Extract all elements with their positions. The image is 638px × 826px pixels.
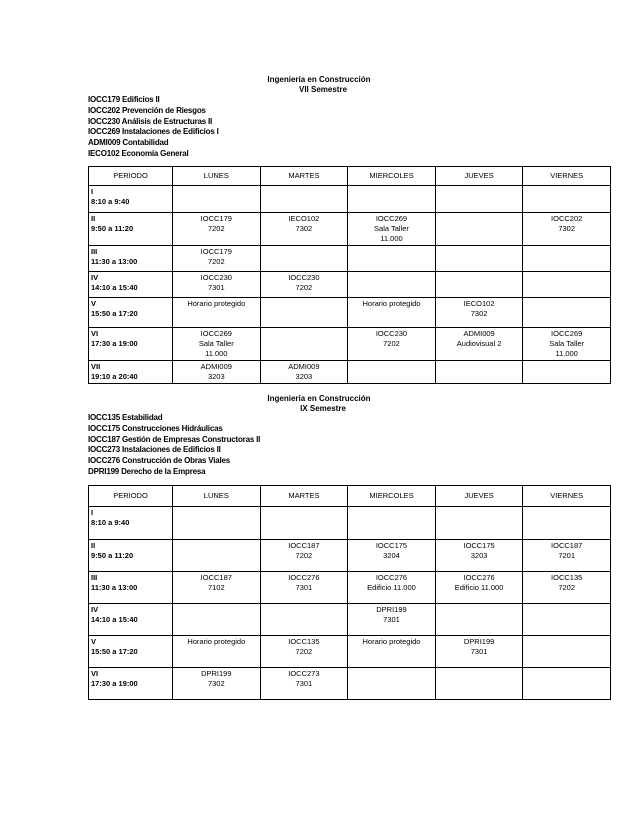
cell-text: 7301	[295, 583, 313, 592]
section-title: Ingeniería en Construcción	[267, 75, 371, 84]
schedule-cell	[523, 361, 611, 384]
course-item: IOCC269 Instalaciones de Edificios I	[88, 127, 219, 137]
period-number: III	[91, 573, 98, 582]
cell-text: IOCC187	[551, 541, 583, 550]
schedule-cell	[173, 540, 261, 572]
schedule-table	[88, 166, 611, 384]
cell-text: IOCC179	[200, 214, 232, 223]
cell-text: 7301	[383, 615, 400, 624]
cell-text: DPRI199	[201, 669, 232, 678]
period-time: 14:10 a 15:40	[91, 283, 138, 292]
cell-text: IOCC187	[288, 541, 320, 550]
period-number: VI	[91, 329, 99, 338]
period-cell	[89, 668, 173, 700]
period-number: VI	[91, 669, 99, 678]
schedule-cell	[173, 604, 261, 636]
column-header: VIERNES	[523, 486, 611, 507]
table-row	[89, 213, 611, 246]
table-row	[89, 361, 611, 384]
schedule-cell	[435, 636, 523, 668]
period-number: II	[91, 214, 96, 223]
cell-text: IOCC175	[375, 541, 408, 550]
schedule-cell	[523, 298, 611, 328]
period-time: 11:30 a 13:00	[91, 257, 138, 266]
cell-text: IECO102	[288, 214, 320, 223]
course-item: IOCC179 Edificios II	[88, 95, 160, 104]
period-cell	[89, 572, 173, 604]
schedule-cell	[523, 507, 611, 540]
course-item: IOCC202 Prevención de Riesgos	[88, 105, 206, 115]
period-time: 9:50 a 11:20	[91, 551, 134, 560]
course-item: IOCC230 Análisis de Estructuras II	[88, 116, 213, 126]
schedule-cell	[260, 213, 348, 246]
cell-text: ADMI009	[463, 329, 495, 338]
cell-text: ADMI009	[200, 362, 232, 371]
period-number: I	[91, 187, 94, 196]
cell-text: IOCC269	[200, 329, 232, 338]
schedule-cell	[523, 636, 611, 668]
course-item: IECO102 Economía General	[88, 148, 189, 158]
column-header: MIERCOLES	[348, 167, 436, 186]
schedule-cell	[348, 213, 436, 246]
period-time: 19:10 a 20:40	[91, 372, 138, 381]
schedule-cell	[435, 540, 523, 572]
course-list	[88, 413, 260, 478]
schedule-cell	[435, 507, 523, 540]
period-number: I	[91, 508, 94, 517]
cell-text: 7201	[558, 551, 576, 560]
period-cell	[89, 272, 173, 298]
column-header: PERIODO	[89, 167, 173, 186]
cell-text: 7202	[295, 283, 313, 292]
schedule-cell	[173, 186, 261, 213]
cell-text: IOCC269	[375, 214, 408, 223]
cell-text: 7202	[383, 339, 400, 348]
period-cell	[89, 361, 173, 384]
cell-text: 3204	[383, 551, 400, 560]
course-item: IOCC273 Instalaciones de Edificios II	[88, 445, 221, 455]
period-time: 15:50 a 17:20	[91, 309, 138, 318]
cell-text: IECO102	[463, 299, 495, 308]
period-time: 17:30 a 19:00	[91, 679, 138, 688]
section-heading	[0, 75, 638, 95]
schedule-cell	[348, 186, 436, 213]
cell-text: IOCC179	[200, 247, 232, 256]
course-item: IOCC175 Construcciones Hidráulicas	[88, 423, 223, 433]
schedule-cell	[523, 328, 611, 361]
cell-text: DPRI199	[376, 605, 407, 614]
course-item: IOCC135 Estabilidad	[88, 413, 163, 422]
period-number: V	[91, 299, 97, 308]
cell-text: Edificio 11.000	[367, 583, 416, 592]
schedule-cell	[348, 272, 436, 298]
table-row	[89, 246, 611, 272]
schedule-cell	[348, 540, 436, 572]
header-row	[89, 167, 611, 186]
schedule-cell	[435, 328, 523, 361]
schedule-cell	[173, 668, 261, 700]
schedule-cell	[173, 572, 261, 604]
schedule-cell	[435, 572, 523, 604]
cell-text: IOCC135	[288, 637, 320, 646]
cell-text: 11.000	[380, 234, 403, 243]
course-list	[88, 95, 219, 160]
cell-text: Sala Taller	[198, 339, 234, 348]
section-title: Ingeniería en Construcción	[267, 394, 371, 403]
column-header: LUNES	[173, 486, 261, 507]
cell-text: 7301	[295, 679, 313, 688]
column-header: JUEVES	[435, 167, 523, 186]
cell-text: Horario protegido	[362, 299, 421, 308]
section-semester: IX Semestre	[300, 404, 346, 413]
schedule-cell	[435, 246, 523, 272]
course-item: DPRI199 Derecho de la Empresa	[88, 466, 206, 476]
period-number: V	[91, 637, 97, 646]
cell-text: IOCC230	[200, 273, 232, 282]
period-time: 8:10 a 9:40	[91, 518, 130, 527]
period-cell	[89, 213, 173, 246]
period-cell	[89, 246, 173, 272]
cell-text: 7102	[207, 583, 225, 592]
schedule-cell	[173, 361, 261, 384]
period-number: II	[91, 541, 96, 550]
schedule-cell	[523, 272, 611, 298]
cell-text: IOCC276	[463, 573, 495, 582]
cell-text: 7302	[470, 309, 488, 318]
period-cell	[89, 540, 173, 572]
schedule-cell	[173, 213, 261, 246]
column-header: MIERCOLES	[348, 486, 436, 507]
schedule-cell	[523, 246, 611, 272]
schedule-cell	[260, 186, 348, 213]
cell-text: IOCC273	[288, 669, 320, 678]
schedule-table	[88, 485, 611, 700]
cell-text: 7202	[207, 257, 225, 266]
cell-text: 7202	[295, 551, 313, 560]
schedule-cell	[173, 328, 261, 361]
schedule-cell	[173, 246, 261, 272]
cell-text: DPRI199	[463, 637, 495, 646]
period-time: 9:50 a 11:20	[91, 224, 134, 233]
schedule-cell	[260, 246, 348, 272]
schedule-cell	[348, 572, 436, 604]
cell-text: 7302	[295, 224, 313, 233]
schedule-cell	[435, 186, 523, 213]
schedule-cell	[523, 668, 611, 700]
cell-text: Horario protegido	[187, 637, 246, 646]
cell-text: Horario protegido	[187, 299, 246, 308]
cell-text: IOCC175	[463, 541, 495, 550]
schedule-cell	[435, 668, 523, 700]
table-row	[89, 272, 611, 298]
cell-text: 11.000	[555, 349, 578, 358]
table-row	[89, 636, 611, 668]
cell-text: 11.000	[205, 349, 228, 358]
period-time: 17:30 a 19:00	[91, 339, 138, 348]
cell-text: IOCC230	[375, 329, 408, 338]
schedule-cell	[348, 668, 436, 700]
cell-text: 3203	[470, 551, 488, 560]
cell-text: IOCC135	[551, 573, 583, 582]
period-cell	[89, 507, 173, 540]
table-row	[89, 186, 611, 213]
cell-text: IOCC269	[551, 329, 583, 338]
cell-text: Edificio 11.000	[454, 583, 504, 592]
column-header: VIERNES	[523, 167, 611, 186]
cell-text: 7302	[558, 224, 576, 233]
cell-text: 7302	[207, 679, 225, 688]
period-cell	[89, 328, 173, 361]
schedule-cell	[173, 298, 261, 328]
table-row	[89, 572, 611, 604]
schedule-cell	[260, 540, 348, 572]
schedule-cell	[260, 668, 348, 700]
schedule-cell	[260, 636, 348, 668]
period-number: IV	[91, 273, 99, 282]
column-header: MARTES	[260, 167, 348, 186]
cell-text: Horario protegido	[362, 637, 421, 646]
schedule-cell	[260, 361, 348, 384]
period-cell	[89, 604, 173, 636]
period-time: 15:50 a 17:20	[91, 647, 138, 656]
table-row	[89, 298, 611, 328]
period-time: 14:10 a 15:40	[91, 615, 138, 624]
schedule-cell	[523, 540, 611, 572]
schedule-cell	[523, 572, 611, 604]
course-item: ADMI009 Contabilidad	[88, 138, 169, 148]
schedule-cell	[260, 272, 348, 298]
schedule-cell	[435, 272, 523, 298]
schedule-cell	[348, 604, 436, 636]
column-header: LUNES	[173, 167, 261, 186]
course-item: IOCC187 Gestión de Empresas Constructoras II	[88, 434, 261, 444]
schedule-cell	[435, 298, 523, 328]
schedule-cell	[523, 186, 611, 213]
schedule-cell	[173, 507, 261, 540]
schedule-cell	[173, 272, 261, 298]
cell-text: IOCC202	[551, 214, 583, 223]
cell-text: IOCC187	[200, 573, 232, 582]
schedule-cell	[435, 361, 523, 384]
cell-text: IOCC276	[288, 573, 320, 582]
column-header: JUEVES	[435, 486, 523, 507]
table-row	[89, 328, 611, 361]
cell-text: 7202	[295, 647, 313, 656]
schedule-cell	[348, 507, 436, 540]
cell-text: ADMI009	[288, 362, 320, 371]
period-cell	[89, 186, 173, 213]
period-cell	[89, 298, 173, 328]
period-number: IV	[91, 605, 99, 614]
course-item: IOCC276 Construcción de Obras Viales	[88, 456, 231, 466]
cell-text: IOCC276	[375, 573, 408, 582]
table-row	[89, 604, 611, 636]
schedule-cell	[435, 213, 523, 246]
section-heading	[0, 394, 638, 414]
period-time: 11:30 a 13:00	[91, 583, 138, 592]
schedule-cell	[523, 213, 611, 246]
schedule-cell	[435, 604, 523, 636]
period-number: VII	[91, 362, 101, 371]
period-cell	[89, 636, 173, 668]
schedule-cell	[348, 298, 436, 328]
schedule-cell	[348, 361, 436, 384]
schedule-cell	[348, 246, 436, 272]
period-number: III	[91, 247, 98, 256]
cell-text: 7202	[558, 583, 576, 592]
schedule-cell	[173, 636, 261, 668]
cell-text: Sala Taller	[549, 339, 585, 348]
table-row	[89, 507, 611, 540]
schedule-cell	[260, 572, 348, 604]
table-row	[89, 668, 611, 700]
schedule-cell	[260, 328, 348, 361]
schedule-cell	[260, 298, 348, 328]
cell-text: 3203	[295, 372, 313, 381]
table-row	[89, 540, 611, 572]
schedule-cell	[523, 604, 611, 636]
cell-text: Audiovisual 2	[456, 339, 502, 348]
schedule-cell	[260, 604, 348, 636]
schedule-cell	[260, 507, 348, 540]
section-semester: VII Semestre	[298, 85, 348, 94]
cell-text: 7301	[207, 283, 225, 292]
cell-text: 7202	[207, 224, 225, 233]
column-header: PERIODO	[89, 486, 173, 507]
cell-text: Sala Taller	[374, 224, 409, 233]
column-header: MARTES	[260, 486, 348, 507]
cell-text: IOCC230	[288, 273, 320, 282]
schedule-cell	[348, 636, 436, 668]
cell-text: 3203	[207, 372, 225, 381]
header-row	[89, 486, 611, 507]
period-time: 8:10 a 9:40	[91, 197, 130, 206]
cell-text: 7301	[470, 647, 488, 656]
schedule-cell	[348, 328, 436, 361]
